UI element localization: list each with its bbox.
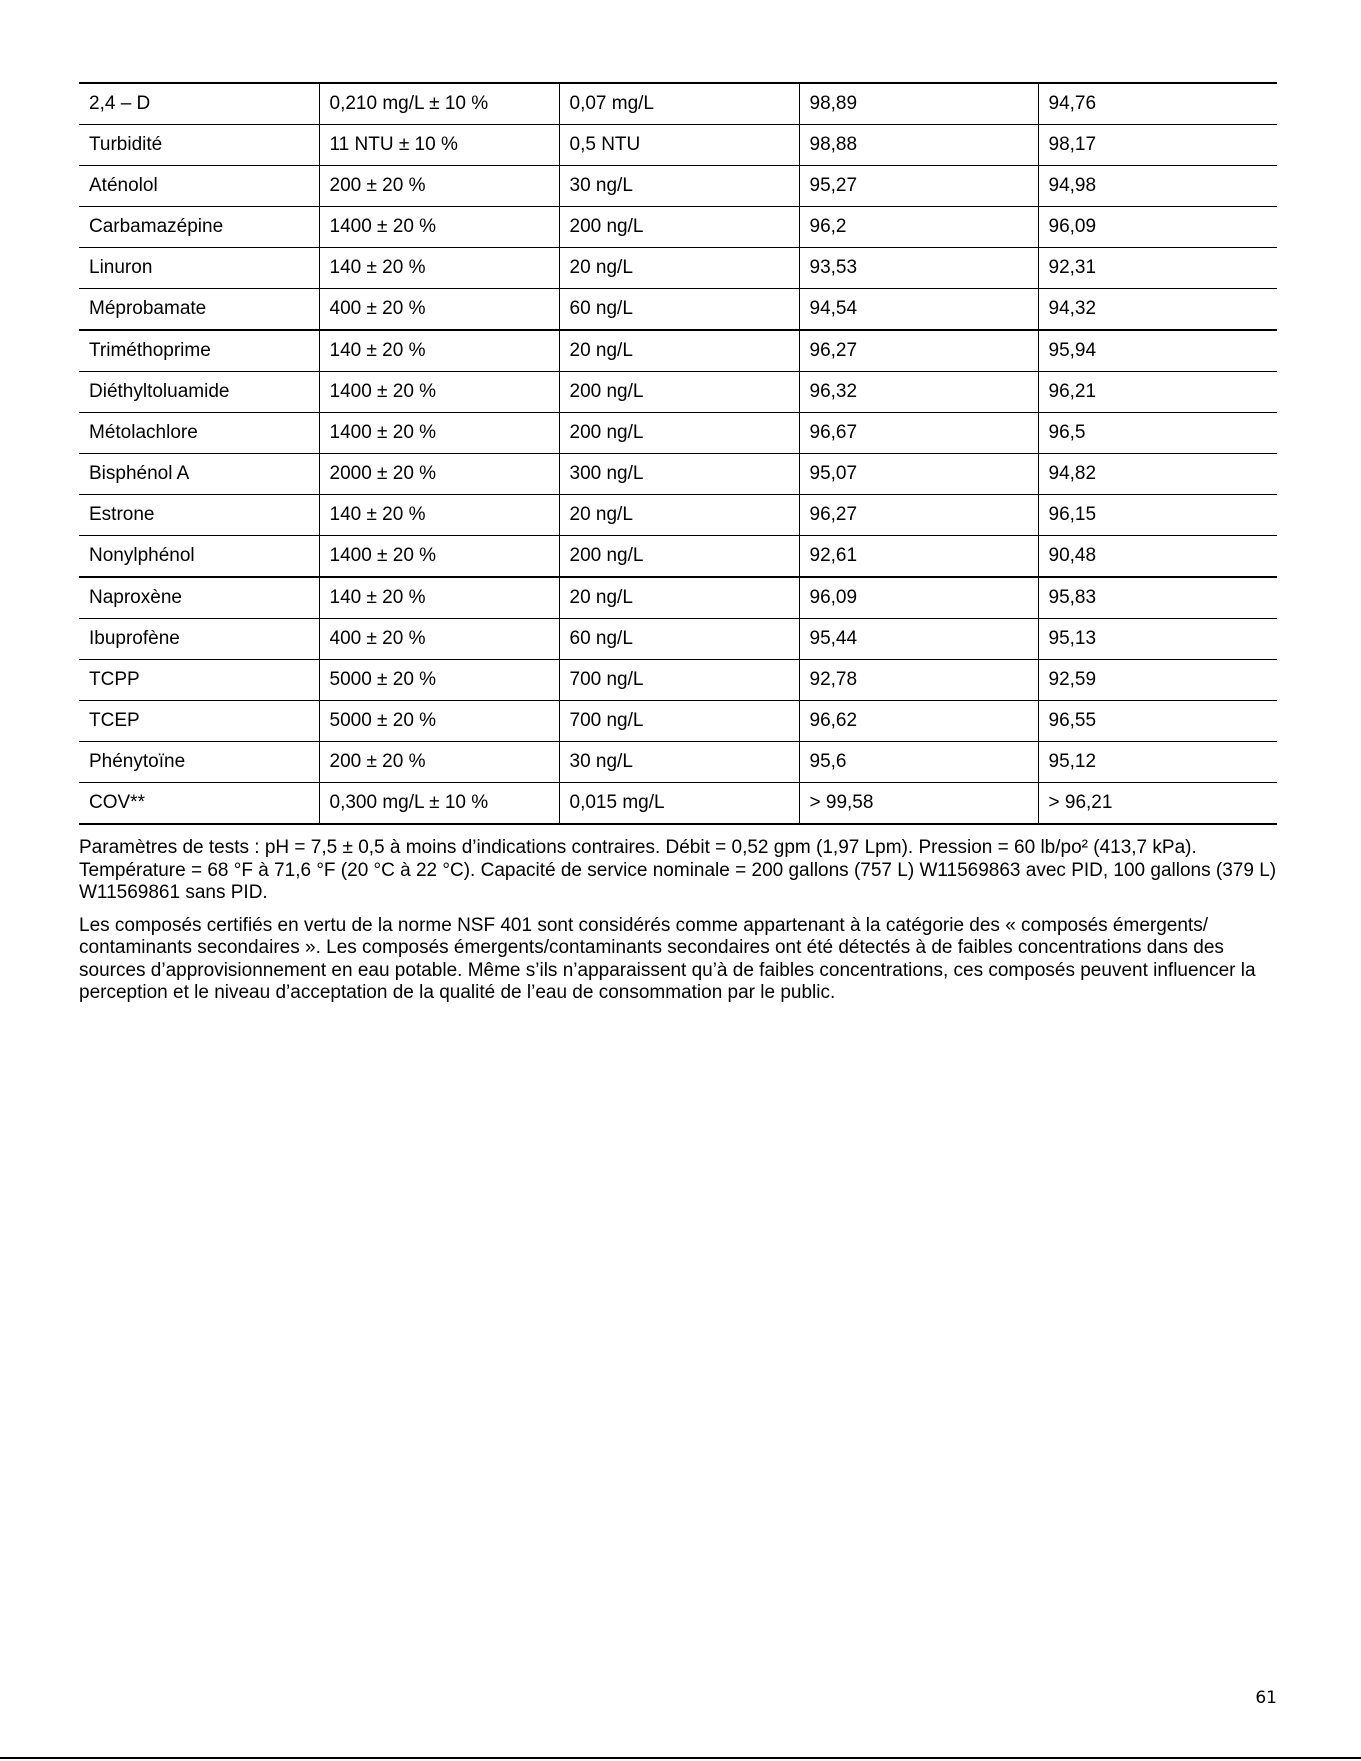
document-page xyxy=(79,82,1277,1015)
table-row xyxy=(79,577,1277,619)
max-permissible-cell: 0,07 mg/L xyxy=(559,83,799,125)
contaminant-cell: Linuron xyxy=(79,248,319,289)
contaminant-reduction-table xyxy=(79,82,1277,825)
influent-challenge-cell: 140 ± 20 % xyxy=(319,495,559,536)
min-reduction-cell: 96,2 xyxy=(799,207,1038,248)
avg-reduction-cell: 94,98 xyxy=(1038,166,1277,207)
test-parameters-note: Paramètres de tests : pH = 7,5 ± 0,5 à moins d’indications contraires. Débit = 0,52 gpm (1,97 Lpm). Pression = 60 lb/po² (413,7 kPa). Température = 68 °F à 71,6 °F (20 °C à 22 °C). Capacité de service nominale = 200 gallons (757 L) W11569863 avec PID, 100 gallons (379 L) W11569861 sans PID. xyxy=(79,837,1277,903)
table-notes xyxy=(79,837,1277,1005)
table-row xyxy=(79,207,1277,248)
min-reduction-cell: 96,09 xyxy=(799,577,1038,619)
contaminant-cell: TCPP xyxy=(79,660,319,701)
contaminant-cell: Naproxène xyxy=(79,577,319,619)
min-reduction-cell: 94,54 xyxy=(799,289,1038,331)
influent-challenge-cell: 200 ± 20 % xyxy=(319,166,559,207)
influent-challenge-cell: 1400 ± 20 % xyxy=(319,536,559,578)
min-reduction-cell: 98,88 xyxy=(799,125,1038,166)
min-reduction-cell: 96,62 xyxy=(799,701,1038,742)
avg-reduction-cell: 94,76 xyxy=(1038,83,1277,125)
table-row xyxy=(79,372,1277,413)
contaminant-cell: Bisphénol A xyxy=(79,454,319,495)
avg-reduction-cell: 95,83 xyxy=(1038,577,1277,619)
influent-challenge-cell: 140 ± 20 % xyxy=(319,248,559,289)
avg-reduction-cell: 95,13 xyxy=(1038,619,1277,660)
contaminant-cell: Estrone xyxy=(79,495,319,536)
contaminant-cell: Turbidité xyxy=(79,125,319,166)
avg-reduction-cell: 96,15 xyxy=(1038,495,1277,536)
min-reduction-cell: 96,27 xyxy=(799,330,1038,372)
avg-reduction-cell: 98,17 xyxy=(1038,125,1277,166)
influent-challenge-cell: 400 ± 20 % xyxy=(319,289,559,331)
max-permissible-cell: 0,015 mg/L xyxy=(559,783,799,825)
table-row xyxy=(79,454,1277,495)
contaminant-cell: Aténolol xyxy=(79,166,319,207)
influent-challenge-cell: 0,300 mg/L ± 10 % xyxy=(319,783,559,825)
avg-reduction-cell: 90,48 xyxy=(1038,536,1277,578)
influent-challenge-cell: 0,210 mg/L ± 10 % xyxy=(319,83,559,125)
table-row xyxy=(79,619,1277,660)
min-reduction-cell: 96,27 xyxy=(799,495,1038,536)
max-permissible-cell: 200 ng/L xyxy=(559,536,799,578)
min-reduction-cell: 95,27 xyxy=(799,166,1038,207)
avg-reduction-cell: 92,31 xyxy=(1038,248,1277,289)
table-row xyxy=(79,495,1277,536)
contaminant-cell: Triméthoprime xyxy=(79,330,319,372)
min-reduction-cell: > 99,58 xyxy=(799,783,1038,825)
max-permissible-cell: 60 ng/L xyxy=(559,289,799,331)
avg-reduction-cell: 96,5 xyxy=(1038,413,1277,454)
max-permissible-cell: 20 ng/L xyxy=(559,495,799,536)
max-permissible-cell: 700 ng/L xyxy=(559,701,799,742)
avg-reduction-cell: 94,32 xyxy=(1038,289,1277,331)
contaminant-cell: Nonylphénol xyxy=(79,536,319,578)
table-row xyxy=(79,248,1277,289)
contaminant-cell: Ibuprofène xyxy=(79,619,319,660)
avg-reduction-cell: 94,82 xyxy=(1038,454,1277,495)
min-reduction-cell: 96,32 xyxy=(799,372,1038,413)
max-permissible-cell: 20 ng/L xyxy=(559,577,799,619)
avg-reduction-cell: > 96,21 xyxy=(1038,783,1277,825)
contaminant-cell: Carbamazépine xyxy=(79,207,319,248)
influent-challenge-cell: 140 ± 20 % xyxy=(319,577,559,619)
max-permissible-cell: 60 ng/L xyxy=(559,619,799,660)
contaminant-cell: TCEP xyxy=(79,701,319,742)
avg-reduction-cell: 96,09 xyxy=(1038,207,1277,248)
max-permissible-cell: 200 ng/L xyxy=(559,372,799,413)
table-row xyxy=(79,289,1277,331)
nsf-401-note: Les composés certifiés en vertu de la norme NSF 401 sont considérés comme appartenant à la catégorie des « composés émergents/ contaminants secondaires ». Les composés émergents/contaminants secondaires ont été détectés à de faibles concentrations dans des sources d’approvisionnement en eau potable. Même s’ils n’apparaissent qu’à de faibles concentrations, ces composés peuvent influencer la perception et le niveau d’acceptation de la qualité de l’eau de consommation par le public. xyxy=(79,914,1256,1003)
avg-reduction-cell: 96,21 xyxy=(1038,372,1277,413)
avg-reduction-cell: 95,12 xyxy=(1038,742,1277,783)
max-permissible-cell: 30 ng/L xyxy=(559,166,799,207)
influent-challenge-cell: 200 ± 20 % xyxy=(319,742,559,783)
contaminant-cell: 2,4 – D xyxy=(79,83,319,125)
contaminant-cell: COV** xyxy=(79,783,319,825)
table-body xyxy=(79,83,1277,824)
avg-reduction-cell: 96,55 xyxy=(1038,701,1277,742)
influent-challenge-cell: 1400 ± 20 % xyxy=(319,372,559,413)
max-permissible-cell: 0,5 NTU xyxy=(559,125,799,166)
max-permissible-cell: 700 ng/L xyxy=(559,660,799,701)
contaminant-cell: Méprobamate xyxy=(79,289,319,331)
footer-rule xyxy=(0,1757,1361,1759)
avg-reduction-cell: 92,59 xyxy=(1038,660,1277,701)
max-permissible-cell: 200 ng/L xyxy=(559,413,799,454)
page-number: 61 xyxy=(1255,1688,1277,1708)
influent-challenge-cell: 1400 ± 20 % xyxy=(319,207,559,248)
max-permissible-cell: 20 ng/L xyxy=(559,248,799,289)
table-row xyxy=(79,742,1277,783)
contaminant-cell: Phénytoïne xyxy=(79,742,319,783)
contaminant-cell: Diéthyltoluamide xyxy=(79,372,319,413)
min-reduction-cell: 93,53 xyxy=(799,248,1038,289)
table-row xyxy=(79,166,1277,207)
min-reduction-cell: 95,44 xyxy=(799,619,1038,660)
influent-challenge-cell: 5000 ± 20 % xyxy=(319,701,559,742)
table-row xyxy=(79,660,1277,701)
table-row xyxy=(79,783,1277,825)
influent-challenge-cell: 11 NTU ± 10 % xyxy=(319,125,559,166)
influent-challenge-cell: 140 ± 20 % xyxy=(319,330,559,372)
avg-reduction-cell: 95,94 xyxy=(1038,330,1277,372)
contaminant-cell: Métolachlore xyxy=(79,413,319,454)
min-reduction-cell: 96,67 xyxy=(799,413,1038,454)
influent-challenge-cell: 5000 ± 20 % xyxy=(319,660,559,701)
min-reduction-cell: 95,07 xyxy=(799,454,1038,495)
influent-challenge-cell: 400 ± 20 % xyxy=(319,619,559,660)
min-reduction-cell: 95,6 xyxy=(799,742,1038,783)
table-row xyxy=(79,83,1277,125)
max-permissible-cell: 200 ng/L xyxy=(559,207,799,248)
table-row xyxy=(79,413,1277,454)
table-row xyxy=(79,536,1277,578)
max-permissible-cell: 300 ng/L xyxy=(559,454,799,495)
table-row xyxy=(79,125,1277,166)
max-permissible-cell: 20 ng/L xyxy=(559,330,799,372)
influent-challenge-cell: 2000 ± 20 % xyxy=(319,454,559,495)
table-row xyxy=(79,701,1277,742)
min-reduction-cell: 98,89 xyxy=(799,83,1038,125)
influent-challenge-cell: 1400 ± 20 % xyxy=(319,413,559,454)
min-reduction-cell: 92,78 xyxy=(799,660,1038,701)
table-row xyxy=(79,330,1277,372)
min-reduction-cell: 92,61 xyxy=(799,536,1038,578)
max-permissible-cell: 30 ng/L xyxy=(559,742,799,783)
